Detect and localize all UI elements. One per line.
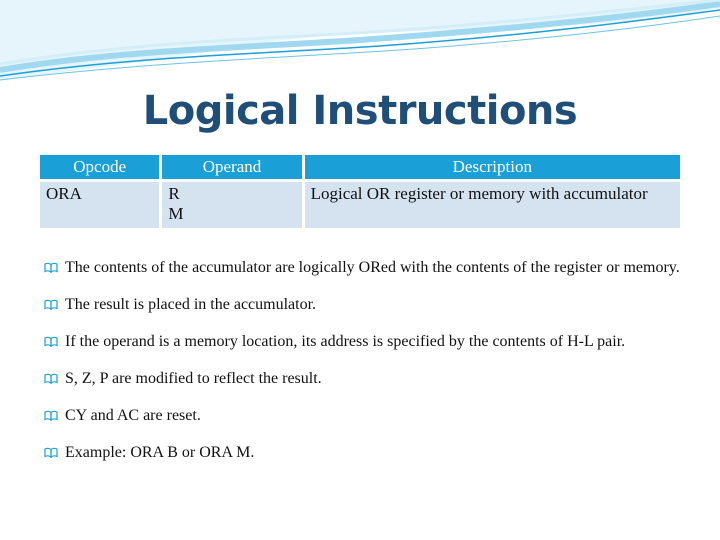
cell-operand — [162, 182, 301, 228]
bullet-list — [44, 258, 684, 480]
instruction-table — [37, 152, 683, 231]
list-item — [44, 406, 684, 425]
header-wave-decoration — [0, 0, 720, 90]
bullet-text: If the operand is a memory location, its address is specified by the contents of H-L pair. — [65, 333, 626, 350]
list-item — [44, 258, 684, 277]
list-item — [44, 369, 684, 388]
bullet-text: S, Z, P are modified to reflect the result. — [65, 370, 322, 387]
column-header-description: Description — [305, 155, 680, 179]
list-item — [44, 443, 684, 462]
column-header-opcode: Opcode — [40, 155, 159, 179]
bullet-text: The result is placed in the accumulator. — [65, 296, 317, 313]
list-item — [44, 295, 684, 314]
cell-opcode: ORA — [40, 182, 159, 228]
operand-register: R — [168, 184, 180, 203]
bullet-text: Example: ORA B or ORA M. — [65, 444, 255, 461]
open-book-icon — [44, 410, 58, 421]
table-row — [40, 182, 680, 228]
bullet-text: The contents of the accumulator are logically ORed with the contents of the register or memory. — [65, 259, 680, 276]
operand-memory: M — [168, 204, 184, 223]
open-book-icon — [44, 336, 58, 347]
cell-description: Logical OR register or memory with accumulator — [305, 182, 680, 228]
open-book-icon — [44, 447, 58, 458]
column-header-operand: Operand — [162, 155, 301, 179]
open-book-icon — [44, 299, 58, 310]
open-book-icon — [44, 373, 58, 384]
bullet-text: CY and AC are reset. — [65, 407, 201, 424]
page-title: Logical Instructions — [142, 88, 578, 134]
list-item — [44, 332, 684, 351]
open-book-icon — [44, 262, 58, 273]
table-header-row — [40, 155, 680, 179]
